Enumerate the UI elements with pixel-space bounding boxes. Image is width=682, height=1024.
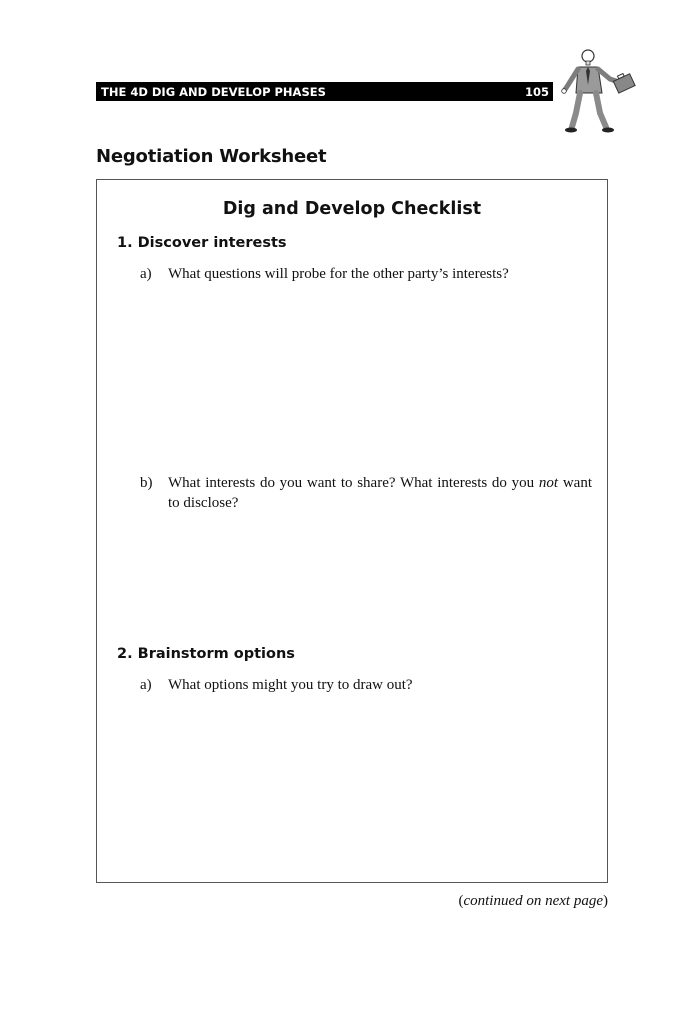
section-heading-discover-interests: 1. Discover interests — [117, 235, 287, 251]
question-text: What questions will probe for the other party’s interests? — [168, 266, 509, 282]
running-title: THE 4D DIG AND DEVELOP PHASES — [101, 84, 326, 99]
question-text — [168, 473, 592, 513]
question-marker: a) — [140, 266, 152, 282]
question-1b — [140, 473, 592, 513]
page-title: Negotiation Worksheet — [96, 146, 327, 167]
businessman-with-briefcase-icon — [560, 47, 640, 135]
question-text-part: want to disclose? — [168, 475, 592, 511]
worksheet-box — [96, 179, 608, 883]
running-header — [96, 82, 553, 101]
continued-note — [458, 893, 608, 910]
checklist-title: Dig and Develop Checklist — [222, 199, 482, 219]
question-2a — [140, 675, 592, 695]
question-text: What options might you try to draw out? — [168, 677, 413, 693]
question-marker: b) — [140, 475, 153, 491]
section-heading-brainstorm-options: 2. Brainstorm options — [117, 646, 295, 662]
question-marker: a) — [140, 677, 152, 693]
question-1a — [140, 264, 592, 284]
question-text-emphasis: not — [538, 475, 559, 491]
open-paren: ( — [458, 893, 464, 909]
close-paren: ) — [603, 893, 608, 909]
page-number: 105 — [524, 84, 549, 99]
question-text-part: What interests do you want to share? What interests do you — [168, 475, 539, 491]
continued-text: continued on next page — [463, 893, 603, 909]
